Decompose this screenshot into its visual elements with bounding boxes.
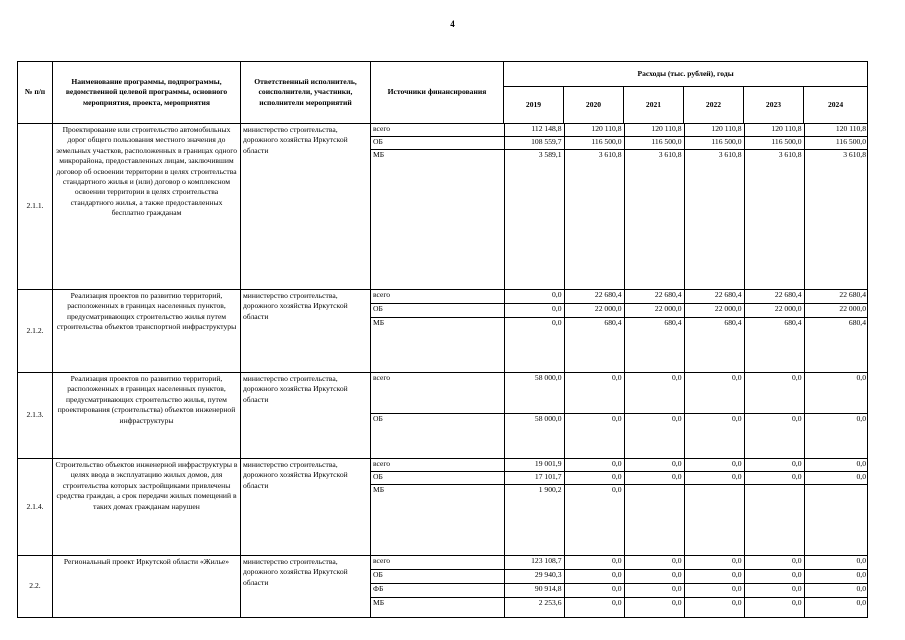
funding-value: [684, 485, 744, 556]
funding-value: 120 110,8: [744, 124, 804, 137]
funding-value: 112 148,8: [504, 124, 564, 137]
funding-value: 0,0: [624, 459, 684, 472]
funding-value: 120 110,8: [564, 124, 624, 137]
funding-value: 116 500,0: [624, 137, 684, 150]
funding-value: 58 000,0: [504, 414, 564, 459]
funding-value: 680,4: [624, 318, 684, 373]
funding-value: 22 680,4: [684, 290, 744, 304]
funding-value: 0,0: [624, 414, 684, 459]
header-expenses: Расходы (тыс. рублей), годы: [504, 62, 868, 87]
program-row: [18, 124, 868, 290]
row-executor: министерство строительства, дорожного хозяйства Иркутской области: [241, 459, 371, 556]
funding-value: 3 610,8: [624, 150, 684, 290]
funding-value: 0,0: [504, 318, 564, 373]
funding-value: 0,0: [744, 556, 804, 570]
funding-source: ОБ: [371, 570, 504, 584]
funding-source: МБ: [371, 318, 504, 373]
funding-value: 680,4: [804, 318, 868, 373]
funding-value: 0,0: [624, 570, 684, 584]
funding-value: 123 108,7: [504, 556, 564, 570]
funding-value: 0,0: [564, 584, 624, 598]
funding-value: 0,0: [684, 584, 744, 598]
funding-value: 0,0: [624, 373, 684, 414]
program-row: [18, 290, 868, 373]
funding-value: 0,0: [684, 556, 744, 570]
funding-row: [371, 472, 868, 485]
row-number: 2.1.2.: [18, 290, 53, 373]
funding-row: [371, 373, 868, 414]
funding-value: 0,0: [564, 598, 624, 618]
header-num: № п/п: [18, 62, 53, 124]
program-row: [18, 556, 868, 618]
row-number: 2.2.: [18, 556, 53, 618]
funding-block: [371, 290, 868, 373]
row-number: 2.1.4.: [18, 459, 53, 556]
row-name: Строительство объектов инженерной инфраструктуры в целях ввода в эксплуатацию жилых домов, для строительства которых застройщиками привлечены средства граждан, а срок передачи жилых помещений в таких домах гражданам нарушен: [53, 459, 241, 556]
funding-value: 22 000,0: [804, 304, 868, 318]
funding-value: 0,0: [744, 472, 804, 485]
funding-value: 3 610,8: [684, 150, 744, 290]
funding-value: 3 610,8: [804, 150, 868, 290]
funding-value: 0,0: [744, 373, 804, 414]
funding-value: 22 000,0: [744, 304, 804, 318]
funding-value: 22 680,4: [624, 290, 684, 304]
funding-value: 29 940,3: [504, 570, 564, 584]
funding-source: всего: [373, 124, 391, 133]
header-year-2019: 2019: [504, 87, 564, 124]
row-name: Региональный проект Иркутской области «Жилье»: [53, 556, 241, 618]
funding-value: 3 589,1: [504, 150, 564, 290]
header-source: Источники финансирования: [371, 62, 504, 124]
funding-block: [371, 556, 868, 618]
funding-source: ОБ: [371, 304, 504, 318]
funding-table: [371, 556, 868, 617]
funding-value: 0,0: [684, 414, 744, 459]
funding-row: [371, 318, 868, 373]
funding-source: всего: [373, 459, 391, 468]
funding-row: [371, 598, 868, 618]
funding-row: [371, 137, 868, 150]
funding-row: [371, 124, 868, 137]
funding-row: [371, 459, 868, 472]
funding-source: ОБ: [371, 137, 504, 150]
funding-value: 3 610,8: [564, 150, 624, 290]
funding-table: [371, 290, 868, 372]
funding-source: МБ: [371, 485, 504, 556]
header-year-2023: 2023: [744, 87, 804, 124]
funding-value: 0,0: [804, 472, 868, 485]
funding-value: 0,0: [564, 570, 624, 584]
funding-source: ОБ: [371, 472, 504, 485]
header-year-2024: 2024: [804, 87, 868, 124]
funding-value: 680,4: [744, 318, 804, 373]
funding-value: 1 900,2: [504, 485, 564, 556]
row-executor: министерство строительства, дорожного хозяйства Иркутской области: [241, 373, 371, 459]
funding-value: 0,0: [744, 414, 804, 459]
funding-value: 0,0: [564, 556, 624, 570]
funding-value: 0,0: [564, 414, 624, 459]
funding-block: [371, 124, 868, 290]
funding-row: [371, 485, 868, 556]
funding-value: 680,4: [564, 318, 624, 373]
funding-value: 116 500,0: [684, 137, 744, 150]
funding-value: 22 000,0: [564, 304, 624, 318]
funding-value: 0,0: [804, 584, 868, 598]
funding-value: 19 001,9: [504, 459, 564, 472]
funding-value: 0,0: [564, 485, 624, 556]
funding-value: 0,0: [684, 373, 744, 414]
funding-value: [804, 485, 868, 556]
row-name: Реализация проектов по развитию территорий, расположенных в границах населенных пунктов, предусматривающих строительство жилья путем строительства объектов транспортной инфраструктуры: [53, 290, 241, 373]
funding-value: 0,0: [804, 459, 868, 472]
funding-value: 0,0: [744, 584, 804, 598]
funding-value: 22 000,0: [624, 304, 684, 318]
funding-value: 0,0: [804, 414, 868, 459]
funding-value: 116 500,0: [804, 137, 868, 150]
funding-value: 108 559,7: [504, 137, 564, 150]
funding-source: всего: [373, 373, 391, 382]
funding-row: [371, 150, 868, 290]
funding-value: 0,0: [684, 472, 744, 485]
program-row: [18, 373, 868, 459]
funding-value: 0,0: [804, 373, 868, 414]
funding-row: [371, 570, 868, 584]
funding-value: 116 500,0: [744, 137, 804, 150]
funding-row: [371, 556, 868, 570]
funding-value: 0,0: [684, 459, 744, 472]
funding-value: 0,0: [804, 598, 868, 618]
row-number: 2.1.1.: [18, 124, 53, 290]
funding-row: [371, 304, 868, 318]
funding-value: 0,0: [624, 472, 684, 485]
funding-table: [371, 459, 868, 555]
header-exec: Ответственный исполнитель, соисполнители, участники, исполнители мероприятий: [241, 62, 371, 124]
funding-value: 0,0: [744, 598, 804, 618]
row-number: 2.1.3.: [18, 373, 53, 459]
funding-value: 0,0: [504, 290, 564, 304]
row-name: Проектирование или строительство автомобильных дорог общего пользования местного значения до земельных участков, расположенных в границах одного микрорайона, предоставленных лицам, заключившим договор об освоении территории в целях строительства стандартного жилья и (или) договор о комплексном освоении территории в целях строительства стандартного жилья, а также предоставленных бесплатно гражданам: [53, 124, 241, 290]
funding-value: 680,4: [684, 318, 744, 373]
funding-value: 0,0: [744, 459, 804, 472]
funding-value: 120 110,8: [684, 124, 744, 137]
page-number: 4: [450, 19, 455, 29]
program-row: [18, 459, 868, 556]
funding-value: 22 000,0: [684, 304, 744, 318]
funding-table: [371, 124, 868, 289]
funding-value: 0,0: [564, 472, 624, 485]
row-executor: министерство строительства, дорожного хозяйства Иркутской области: [241, 556, 371, 618]
funding-block: [371, 459, 868, 556]
funding-value: 0,0: [504, 304, 564, 318]
funding-value: [624, 485, 684, 556]
funding-source: всего: [373, 556, 391, 565]
funding-value: 2 253,6: [504, 598, 564, 618]
funding-source: МБ: [371, 598, 504, 618]
funding-value: 0,0: [624, 584, 684, 598]
funding-value: 0,0: [624, 556, 684, 570]
funding-value: 0,0: [564, 373, 624, 414]
funding-row: [371, 584, 868, 598]
row-name: Реализация проектов по развитию территорий, расположенных в границах населенных пунктов, предусматривающих строительство жилья, путем проектирования (строительства) объектов инженерной инфраструктуры: [53, 373, 241, 459]
funding-value: 120 110,8: [624, 124, 684, 137]
funding-value: 116 500,0: [564, 137, 624, 150]
funding-value: 22 680,4: [744, 290, 804, 304]
funding-value: 0,0: [804, 570, 868, 584]
header-year-2021: 2021: [624, 87, 684, 124]
funding-value: 3 610,8: [744, 150, 804, 290]
funding-value: 90 914,8: [504, 584, 564, 598]
funding-value: 0,0: [744, 570, 804, 584]
header-year-2022: 2022: [684, 87, 744, 124]
funding-row: [371, 414, 868, 459]
funding-value: 17 101,7: [504, 472, 564, 485]
funding-value: 0,0: [684, 570, 744, 584]
funding-value: 120 110,8: [804, 124, 868, 137]
expenses-table: [17, 61, 868, 618]
funding-source: всего: [373, 290, 391, 299]
funding-value: 0,0: [564, 459, 624, 472]
funding-value: 0,0: [684, 598, 744, 618]
funding-source: ОБ: [371, 414, 504, 459]
funding-value: 58 000,0: [504, 373, 564, 414]
funding-row: [371, 290, 868, 304]
funding-value: 22 680,4: [804, 290, 868, 304]
funding-value: [744, 485, 804, 556]
row-executor: министерство строительства, дорожного хозяйства Иркутской области: [241, 290, 371, 373]
funding-table: [371, 373, 868, 458]
header-year-2020: 2020: [564, 87, 624, 124]
funding-source: ФБ: [371, 584, 504, 598]
funding-value: 0,0: [624, 598, 684, 618]
row-executor: министерство строительства, дорожного хозяйства Иркутской области: [241, 124, 371, 290]
funding-source: МБ: [371, 150, 504, 290]
funding-value: 0,0: [804, 556, 868, 570]
funding-block: [371, 373, 868, 459]
funding-value: 22 680,4: [564, 290, 624, 304]
header-name: Наименование программы, подпрограммы, ведомственной целевой программы, основного мероприятия, проекта, мероприятия: [53, 62, 241, 124]
